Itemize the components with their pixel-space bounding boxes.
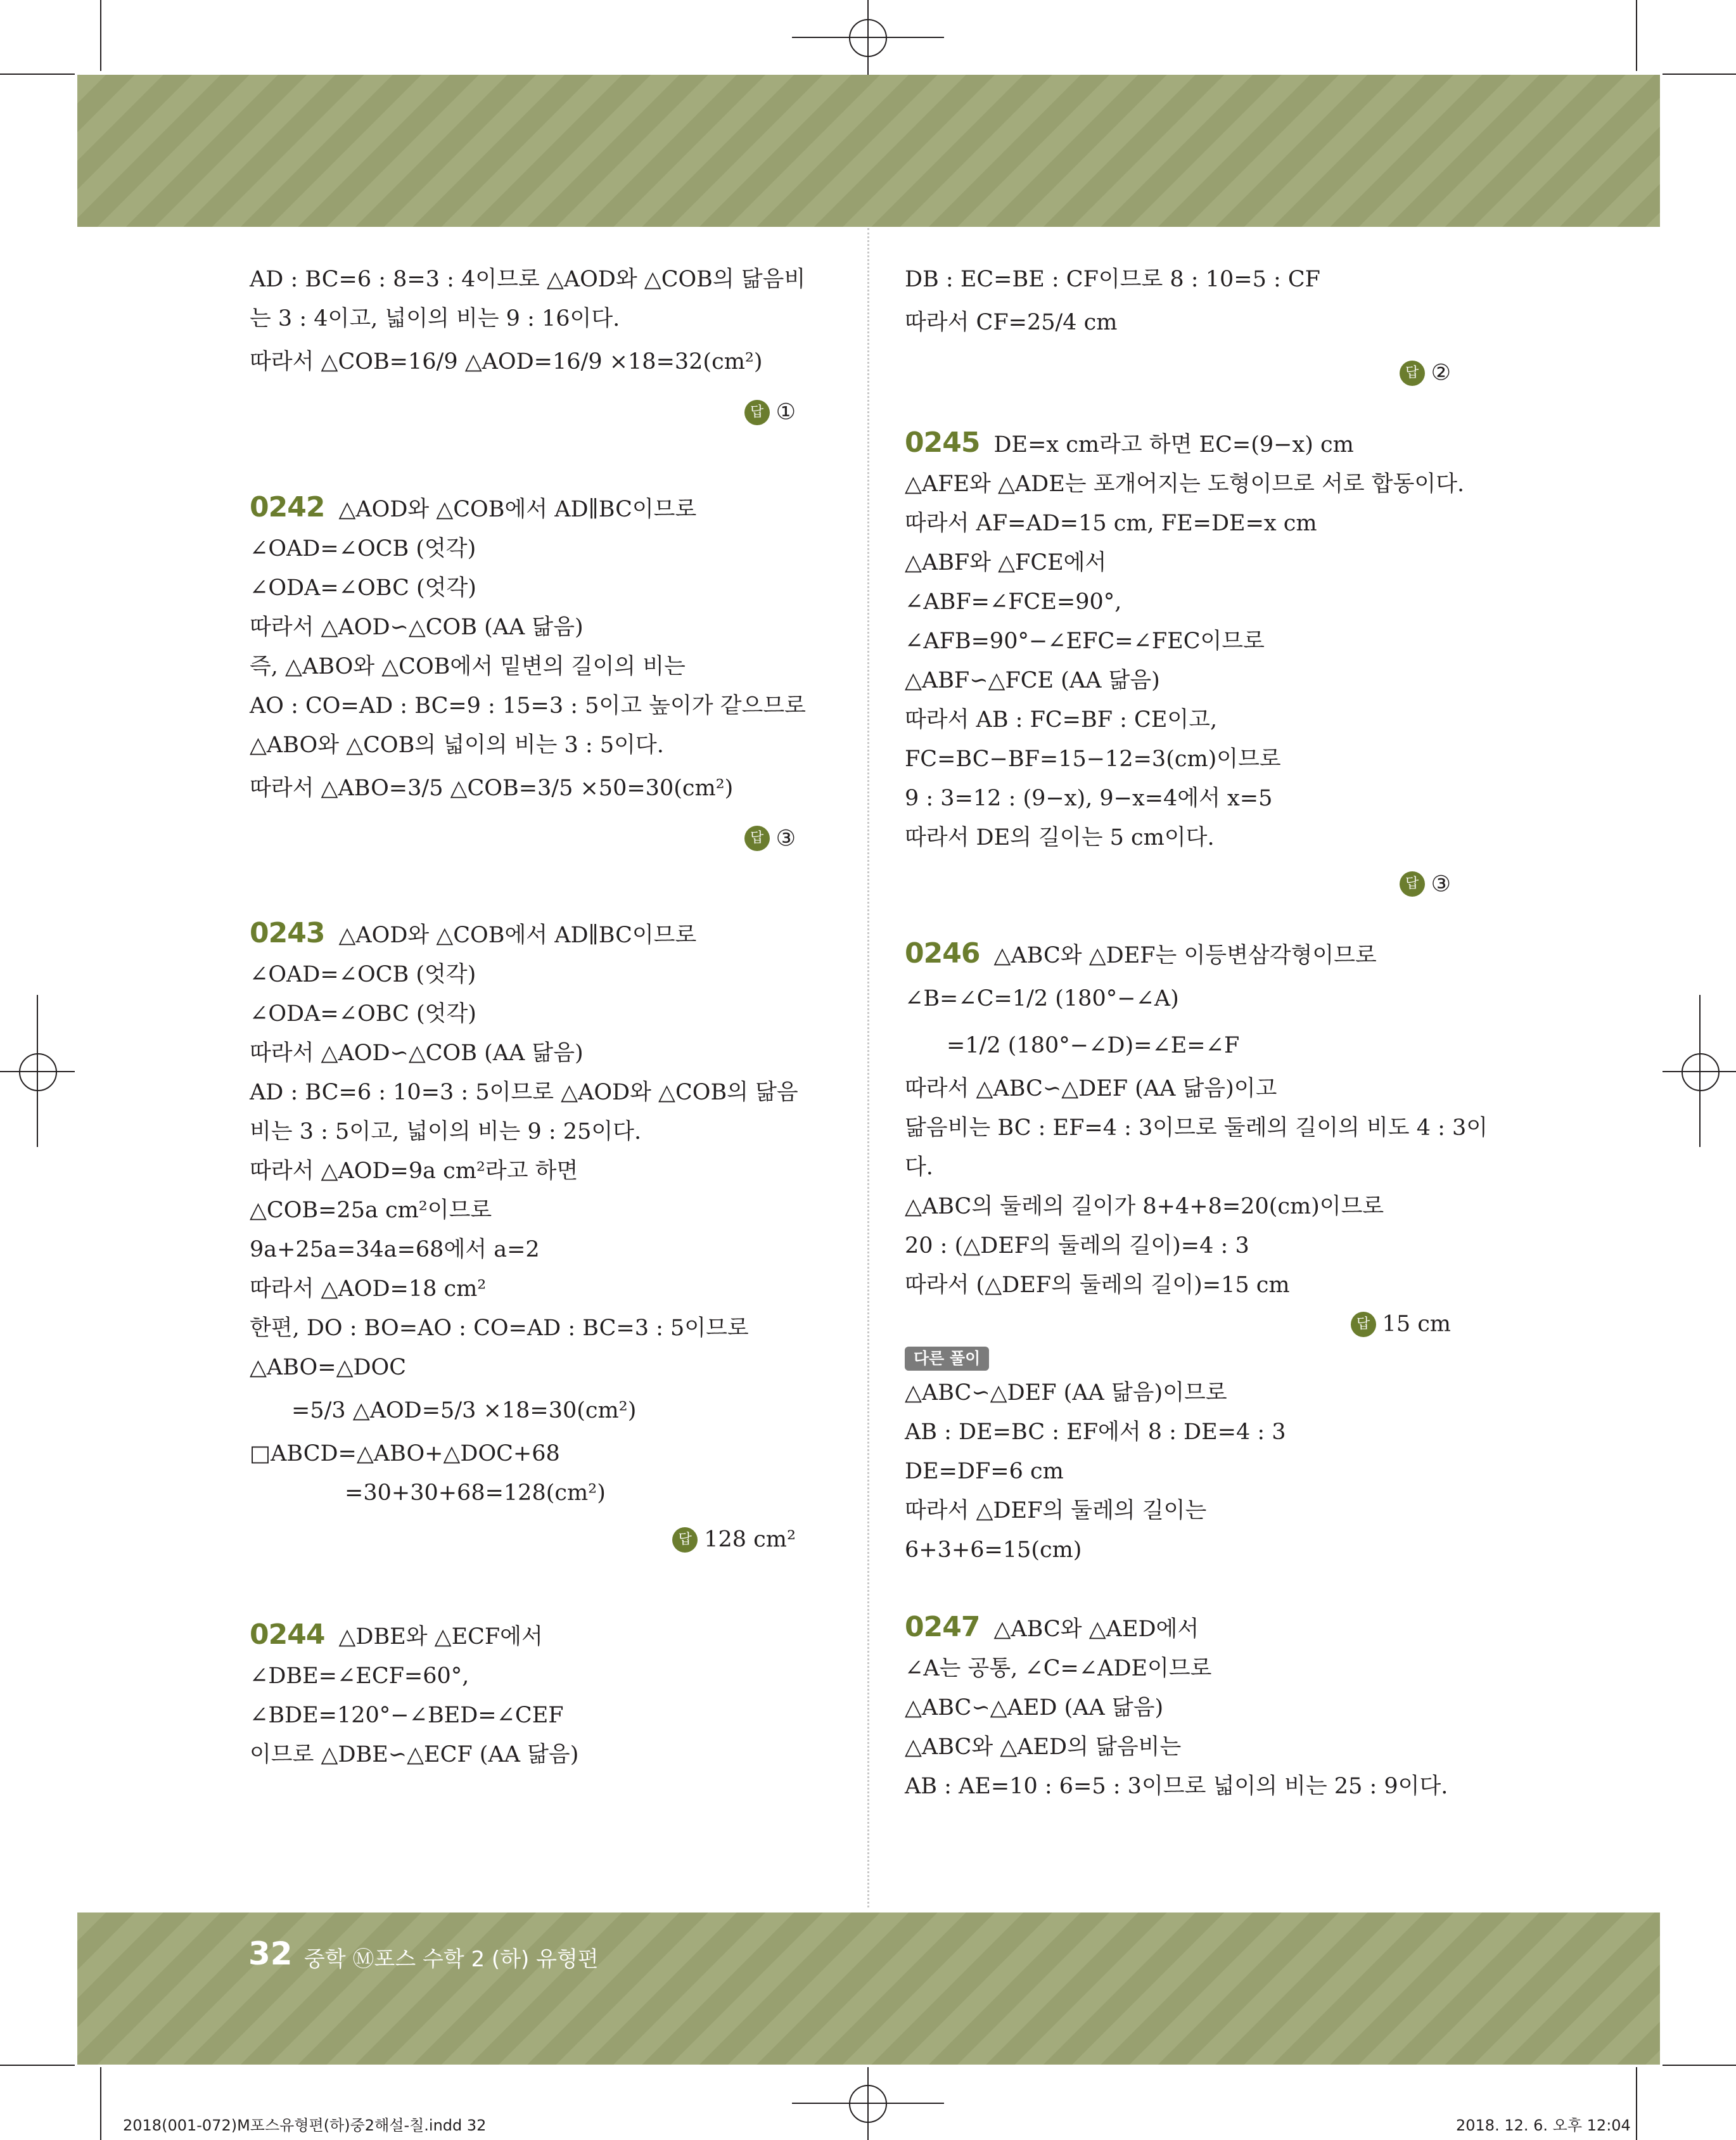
text-line: 이므로 △DBE∽△ECF (AA 닮음) [250,1741,579,1767]
header-band [77,75,1660,227]
text-line: 따라서 △AOD=9a cm²라고 하면 [250,1158,578,1184]
crop-mark [0,74,75,75]
problem-0247 [905,1608,1475,1806]
answer-badge: 답 [744,400,770,425]
text-line: AD : BC=6 : 10=3 : 5이므로 △AOD와 △COB의 닮음 [250,1080,798,1105]
text-line: 따라서 DE의 길이는 5 cm이다. [905,824,1215,850]
answer-text: ① [775,399,796,425]
text-line: ∠OAD=∠OCB (엇각) [250,535,476,561]
text-line: △ABF와 △FCE에서 [905,549,1107,575]
text-line: ∠B=∠C=1/2 (180°−∠A) [905,986,1179,1011]
text-line: 한편, DO : BO=AO : CO=AD : BC=3 : 5이므로 [250,1316,749,1341]
answer-badge: 답 [672,1527,698,1553]
problem-title: △DBE와 △ECF에서 [338,1624,543,1650]
problem-0242 [250,488,820,857]
text-line: 다. [905,1155,933,1180]
text-line: 6+3+6=15(cm) [905,1537,1082,1563]
text-line: ∠ODA=∠OBC (엇각) [250,575,476,601]
answer [905,865,1475,903]
text-line: 따라서 CF=25/4 cm [905,310,1118,335]
problem-number: 0247 [905,1610,980,1643]
answer-badge: 답 [1400,361,1425,386]
text-line: 는 3 : 4이고, 넓이의 비는 9 : 16이다. [250,306,620,331]
text-line: 따라서 △AOD∽△COB (AA 닮음) [250,1041,584,1066]
answer-text: ③ [775,826,796,851]
footer-band [77,1913,1660,2065]
text-line: 따라서 △AOD∽△COB (AA 닮음) [250,614,584,640]
text-line: 따라서 △AOD=18 cm² [250,1276,487,1302]
text-line: △ABC와 △AED의 닮음비는 [905,1734,1182,1760]
problem-number: 0246 [905,937,980,970]
text-line: ∠ODA=∠OBC (엇각) [250,1001,476,1027]
problem-title: DE=x cm라고 하면 EC=(9−x) cm [993,432,1354,458]
problem-number: 0243 [250,917,325,949]
text-line: △COB=25a cm²이므로 [250,1198,492,1223]
page-number: 32 [248,1935,293,1972]
answer [250,1520,820,1558]
problem-title: △AOD와 △COB에서 AD∥BC이므로 [338,923,697,948]
text-line: ∠A는 공통, ∠C=∠ADE이므로 [905,1655,1212,1681]
crop-mark [100,0,101,71]
text-line: 따라서 △COB=16/9 △AOD=16/9 ×18=32(cm²) [250,349,763,375]
crop-mark [1663,2065,1736,2066]
answer-text: 128 cm² [704,1527,796,1553]
slug-timestamp: 2018. 12. 6. 오후 12:04 [1456,2117,1631,2134]
crop-mark [1636,0,1637,71]
text-line: 따라서 △ABC∽△DEF (AA 닮음)이고 [905,1076,1277,1101]
column-divider [867,228,869,1907]
text-line: AB : AE=10 : 6=5 : 3이므로 넓이의 비는 25 : 9이다. [905,1773,1448,1799]
slug-filename: 2018(001-072)M포스유형편(하)중2해설-칠.indd 32 [123,2117,487,2134]
right-column [905,260,1488,1806]
text-line: 따라서 △DEF의 둘레의 길이는 [905,1497,1207,1523]
problem-0246 [905,934,1488,1570]
problem-0245 [905,423,1475,903]
problem-number: 0244 [250,1618,325,1651]
answer-badge: 답 [1400,871,1425,897]
text-line: AO : CO=AD : BC=9 : 15=3 : 5이고 높이가 같으므로 [250,693,806,719]
text-line: ∠AFB=90°−∠EFC=∠FEC이므로 [905,628,1265,654]
text-line: △ABC의 둘레의 길이가 8+4+8=20(cm)이므로 [905,1194,1384,1219]
text-line: ∠BDE=120°−∠BED=∠CEF [250,1702,564,1728]
text-line: 비는 3 : 5이고, 넓이의 비는 9 : 25이다. [250,1119,642,1144]
problem-0244 [250,1615,820,1774]
text-line: ∠ABF=∠FCE=90°, [905,589,1122,615]
text-line: AB : DE=BC : EF에서 8 : DE=4 : 3 [905,1419,1286,1445]
problem-0243 [250,914,820,1558]
crop-mark [100,2067,101,2140]
problem-number: 0242 [250,490,325,523]
text-line: △AFE와 △ADE는 포개어지는 도형이므로 서로 합동이다. [905,471,1465,497]
text-line: =1/2 (180°−∠D)=∠E=∠F [947,1033,1240,1058]
answer-badge: 답 [744,826,770,851]
problem-title: △AOD와 △COB에서 AD∥BC이므로 [338,496,697,522]
text-line: =30+30+68=128(cm²) [345,1480,606,1506]
text-line: □ABCD=△ABO+△DOC+68 [250,1441,560,1466]
answer [250,393,820,431]
answer [905,354,1475,392]
text-line: 따라서 AB : FC=BF : CE이고, [905,707,1218,733]
book-title: 중학 Ⓜ포스 수학 2 (하) 유형편 [304,1947,599,1972]
text-line: 9 : 3=12 : (9−x), 9−x=4에서 x=5 [905,785,1273,811]
text-line: AD : BC=6 : 8=3 : 4이므로 △AOD와 △COB의 닮음비 [250,267,806,292]
text-line: =5/3 △AOD=5/3 ×18=30(cm²) [291,1398,637,1423]
answer [905,1305,1475,1343]
text-line: 따라서 AF=AD=15 cm, FE=DE=x cm [905,510,1317,536]
text-line: △ABC∽△AED (AA 닮음) [905,1695,1164,1720]
text-line: △ABO와 △COB의 넓이의 비는 3 : 5이다. [250,732,664,758]
text-line: 20 : (△DEF의 둘레의 길이)=4 : 3 [905,1233,1249,1259]
answer-text: 15 cm [1382,1311,1451,1337]
text-line: 즉, △ABO와 △COB에서 밑변의 길이의 비는 [250,653,686,679]
text-line: △ABF∽△FCE (AA 닮음) [905,667,1160,693]
alt-solution-tag: 다른 풀이 [905,1347,989,1371]
crop-mark [1663,74,1736,75]
crop-mark [0,2065,75,2066]
text-line: DE=DF=6 cm [905,1458,1064,1484]
text-line: △ABC∽△DEF (AA 닮음)이므로 [905,1380,1227,1406]
left-column [250,260,820,1774]
answer-text: ② [1431,360,1451,386]
text-line: 닮음비는 BC : EF=4 : 3이므로 둘레의 길이의 비도 4 : 3이 [905,1115,1488,1141]
text-line: 따라서 △ABO=3/5 △COB=3/5 ×50=30(cm²) [250,775,734,801]
problem-title: △ABC와 △DEF는 이등변삼각형이므로 [993,943,1377,968]
problem-title: △ABC와 △AED에서 [993,1616,1199,1642]
text-line: ∠OAD=∠OCB (엇각) [250,962,476,987]
answer-text: ③ [1431,871,1451,897]
text-line: FC=BC−BF=15−12=3(cm)이므로 [905,746,1281,772]
crop-mark [1636,2067,1637,2140]
text-line: 따라서 (△DEF의 둘레의 길이)=15 cm [905,1272,1290,1298]
problem-number: 0245 [905,426,980,459]
text-line: ∠DBE=∠ECF=60°, [250,1663,469,1689]
text-line: 9a+25a=34a=68에서 a=2 [250,1237,540,1262]
text-line: △ABO=△DOC [250,1355,407,1380]
answer [250,819,820,857]
text-line: DB : EC=BE : CF이므로 8 : 10=5 : CF [905,267,1320,292]
answer-badge: 답 [1351,1312,1376,1337]
